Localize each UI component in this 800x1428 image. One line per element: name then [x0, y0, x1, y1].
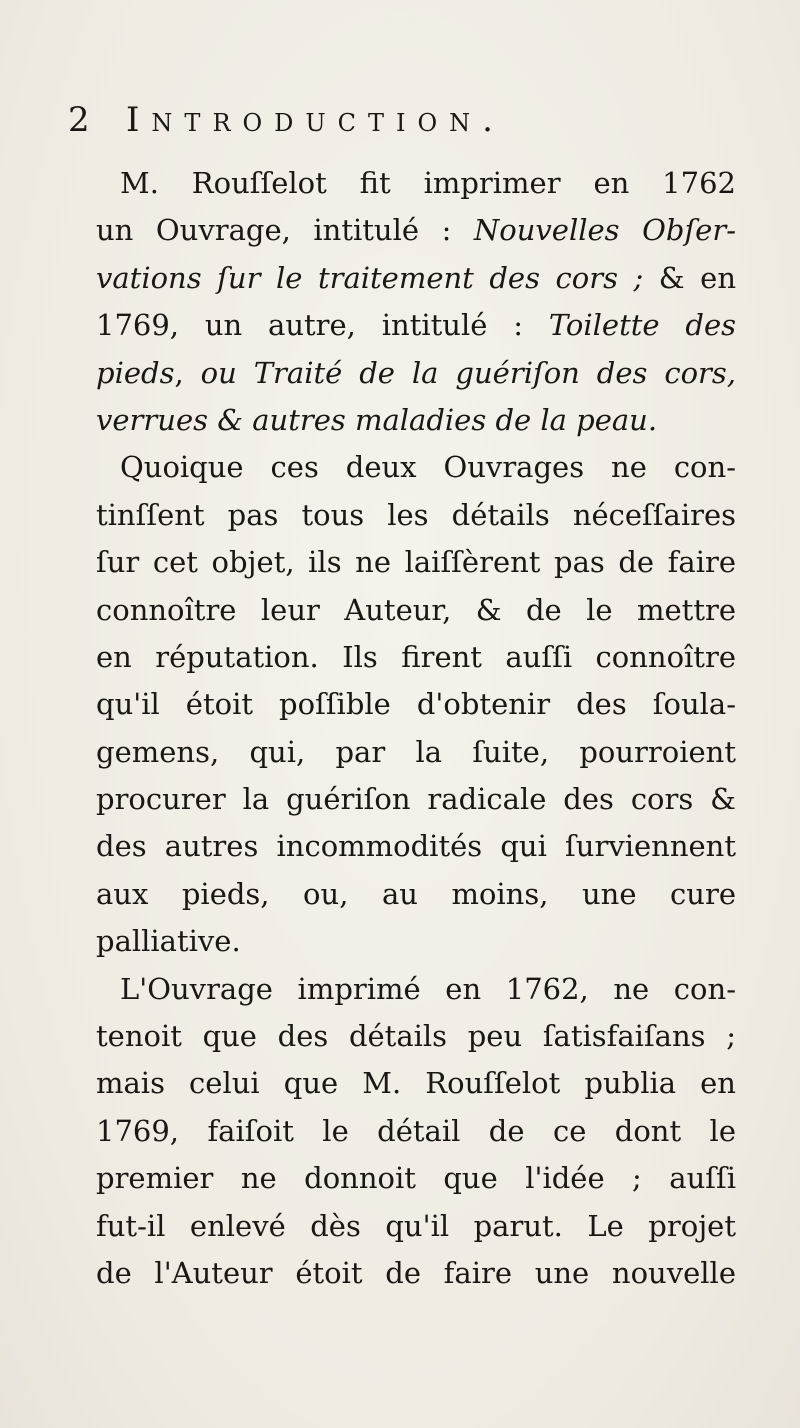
text-segment: un Ouvrage, intitulé : — [96, 213, 474, 248]
text-line — [96, 350, 736, 397]
text-line — [96, 492, 736, 539]
text-segment: connoître leur Auteur, & de le mettre — [96, 592, 736, 627]
text-segment: procurer la guériſon radicale des cors & — [96, 782, 736, 817]
italic-text: vations ſur le traitement des cors ; — [96, 260, 644, 295]
text-segment: gemens, qui, par la ſuite, pourroient — [96, 734, 736, 769]
italic-text: ou Traité de la guériſon des cors, — [200, 355, 736, 390]
text-segment: mais celui que M. Rouſſelot publia en — [96, 1066, 736, 1101]
text-line — [96, 1155, 736, 1202]
text-line — [96, 1203, 736, 1250]
text-segment: fut-il enlevé dès qu'il parut. Le projet — [96, 1208, 736, 1243]
text-line — [96, 160, 736, 207]
text-segment: tinſſent pas tous les détails néceſſaires — [96, 497, 736, 532]
text-line — [96, 729, 736, 776]
text-line — [96, 966, 736, 1013]
text-line — [96, 871, 736, 918]
text-line — [96, 539, 736, 586]
text-segment: en réputation. Ils firent auſſi connoître — [96, 639, 736, 674]
text-segment: palliative. — [96, 924, 241, 959]
text-line — [96, 634, 736, 681]
text-segment: de l'Auteur étoit de faire une nouvelle — [96, 1255, 736, 1290]
text-segment: des autres incommodités qui ſurviennent — [96, 829, 736, 864]
text-line — [96, 776, 736, 823]
italic-text: Nouvelles Obſer- — [473, 213, 736, 248]
text-segment: M. Rouſſelot fit imprimer en 1762 — [120, 166, 736, 200]
running-title: Introduction. — [126, 100, 505, 140]
text-segment: , — [174, 355, 201, 390]
text-line — [96, 1060, 736, 1107]
text-segment: L'Ouvrage imprimé en 1762, ne con- — [120, 971, 736, 1006]
italic-text: pieds — [96, 355, 175, 390]
text-segment: aux pieds, ou, au moins, une cure — [96, 876, 736, 911]
text-segment: premier ne donnoit que l'idée ; auſſi — [96, 1161, 736, 1196]
text-segment: 1769, un autre, intitulé : — [96, 308, 549, 343]
text-segment: tenoit que des détails peu ſatisfaiſans ; — [96, 1019, 736, 1054]
text-segment: Quoique ces deux Ouvrages ne con- — [120, 450, 736, 485]
text-line — [96, 1250, 736, 1297]
text-line — [96, 918, 736, 965]
italic-text: Toilette des — [548, 308, 737, 343]
text-line — [96, 255, 736, 302]
page-number: 2 — [68, 100, 90, 140]
text-line — [96, 397, 736, 444]
text-line — [96, 1108, 736, 1155]
italic-text: verrues & autres maladies de la peau. — [96, 402, 658, 437]
text-line — [96, 1013, 736, 1060]
text-segment: ſur cet objet, ils ne laiſſèrent pas de faire — [96, 545, 736, 580]
text-line — [96, 681, 736, 728]
text-line — [96, 207, 736, 254]
text-segment: & en — [643, 260, 736, 295]
page-header — [68, 100, 688, 150]
body-text — [96, 160, 736, 1297]
text-line — [96, 444, 736, 491]
text-line — [96, 302, 736, 349]
text-line — [96, 823, 736, 870]
text-line — [96, 587, 736, 634]
text-segment: 1769, faiſoit le détail de ce dont le — [96, 1113, 736, 1148]
text-segment: qu'il étoit poſſible d'obtenir des ſoula- — [96, 687, 736, 722]
